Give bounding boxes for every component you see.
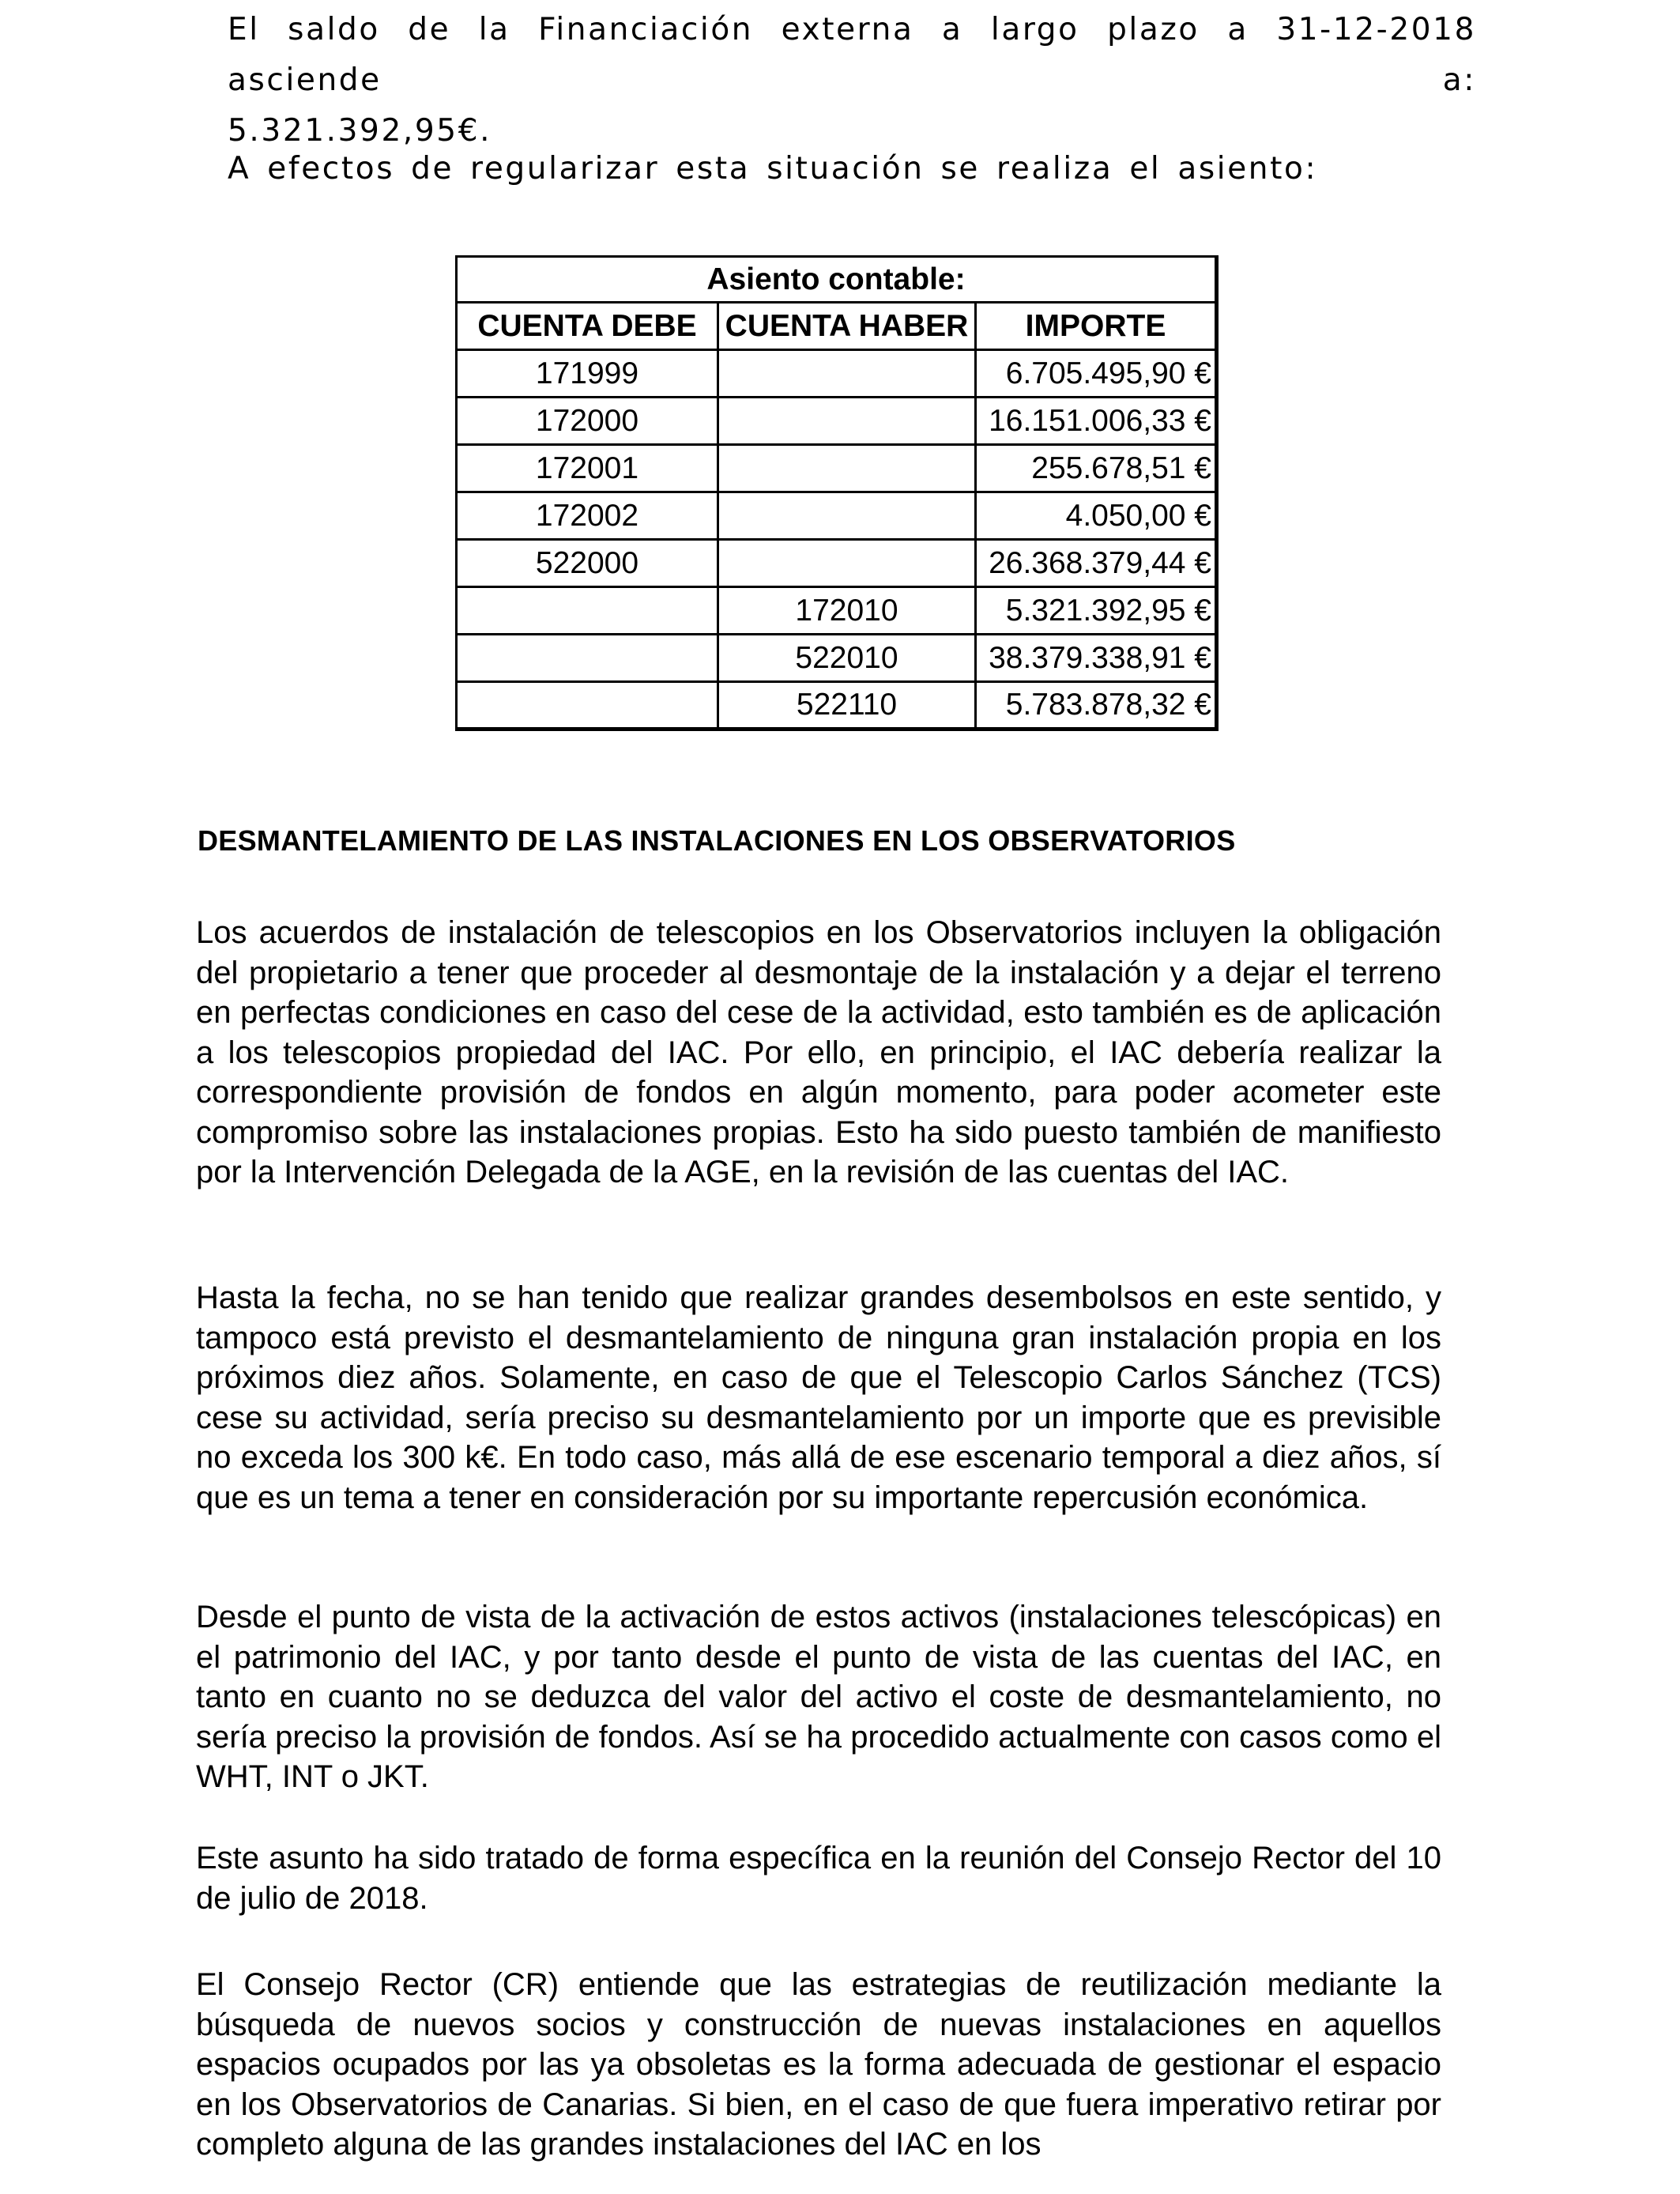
table-row — [457, 682, 1217, 729]
cell-debe — [457, 587, 718, 635]
cell-importe: 38.379.338,91 € — [976, 635, 1217, 682]
table-row — [457, 398, 1217, 445]
cell-debe — [457, 682, 718, 729]
cell-importe: 4.050,00 € — [976, 492, 1217, 540]
header-cuenta-debe: CUENTA DEBE — [457, 303, 718, 350]
table-row — [457, 540, 1217, 587]
cell-debe: 172001 — [457, 445, 718, 492]
table-row — [457, 492, 1217, 540]
cell-haber — [718, 492, 976, 540]
intro-line-1: El saldo de la Financiación externa a largo plazo a 31-12-2018 asciende a: — [228, 12, 1476, 98]
paragraph-1: Los acuerdos de instalación de telescopios en los Observatorios incluyen la obligación del propietario a tener que proceder al desmontaje de la instalación y a dejar el terreno en perfectas condiciones en caso del cese de la actividad, esto también es de aplicación a los telescopios propiedad del IAC. Por ello, en principio, el IAC debería realizar la correspondiente provisión de fondos en algún momento, para poder acometer este compromiso sobre las instalaciones propias. Esto ha sido puesto también de manifiesto por la Intervención Delegada de la AGE, en la revisión de las cuentas del IAC. — [196, 915, 1441, 1189]
cell-haber — [718, 350, 976, 398]
cell-importe: 26.368.379,44 € — [976, 540, 1217, 587]
cell-haber: 522010 — [718, 635, 976, 682]
paragraph-4: Este asunto ha sido tratado de forma específica en la reunión del Consejo Rector del 10 de julio de 2018. — [196, 1841, 1441, 1916]
header-cuenta-haber: CUENTA HABER — [718, 303, 976, 350]
paragraph-2: Hasta la fecha, no se han tenido que realizar grandes desembolsos en este sentido, y tampoco está previsto el desmantelamiento de ninguna gran instalación propia en los próximos diez años. Solamente, en caso de que el Telescopio Carlos Sánchez (TCS) cese su actividad, sería preciso su desmantelamiento por un importe que es previsible no exceda los 300 k€. En todo caso, más allá de ese escenario temporal a diez años, sí que es un tema a tener en consideración por su importante repercusión económica. — [196, 1280, 1441, 1515]
table-row — [457, 445, 1217, 492]
table-row — [457, 587, 1217, 635]
table-caption: Asiento contable: — [457, 257, 1217, 303]
intro-line-3: A efectos de regularizar esta situación se realiza el asiento: — [228, 151, 1318, 187]
cell-importe: 5.783.878,32 € — [976, 682, 1217, 729]
intro-paragraph — [228, 5, 1476, 156]
table-header-row — [457, 303, 1217, 350]
cell-importe: 16.151.006,33 € — [976, 398, 1217, 445]
cell-debe: 172002 — [457, 492, 718, 540]
cell-debe: 172000 — [457, 398, 718, 445]
table-row — [457, 635, 1217, 682]
accounting-entry-table — [455, 255, 1219, 731]
cell-importe: 6.705.495,90 € — [976, 350, 1217, 398]
section-heading: DESMANTELAMIENTO DE LAS INSTALACIONES EN LOS OBSERVATORIOS — [198, 824, 1236, 857]
cell-haber — [718, 445, 976, 492]
cell-importe: 5.321.392,95 € — [976, 587, 1217, 635]
header-importe: IMPORTE — [976, 303, 1217, 350]
table-row — [457, 350, 1217, 398]
cell-debe: 522000 — [457, 540, 718, 587]
cell-debe: 171999 — [457, 350, 718, 398]
cell-haber — [718, 398, 976, 445]
cell-importe: 255.678,51 € — [976, 445, 1217, 492]
intro-line-2: 5.321.392,95€. — [228, 113, 492, 149]
cell-haber: 522110 — [718, 682, 976, 729]
cell-haber — [718, 540, 976, 587]
paragraph-5: El Consejo Rector (CR) entiende que las estrategias de reutilización mediante la búsqueda de nuevos socios y construcción de nuevas instalaciones en aquellos espacios ocupados por las ya obsoletas es la forma adecuada de gestionar el espacio en los Observatorios de Canarias. Si bien, en el caso de que fuera imperativo retirar por completo alguna de las grandes instalaciones del IAC en los — [196, 1967, 1441, 2162]
cell-haber: 172010 — [718, 587, 976, 635]
cell-debe — [457, 635, 718, 682]
paragraph-3: Desde el punto de vista de la activación de estos activos (instalaciones telescópicas) en el patrimonio del IAC, y por tanto desde el punto de vista de las cuentas del IAC, en tanto en cuanto no se deduzca del valor del activo el coste de desmantelamiento, no sería preciso la provisión de fondos. Así se ha procedido actualmente con casos como el WHT, INT o JKT. — [196, 1600, 1441, 1794]
